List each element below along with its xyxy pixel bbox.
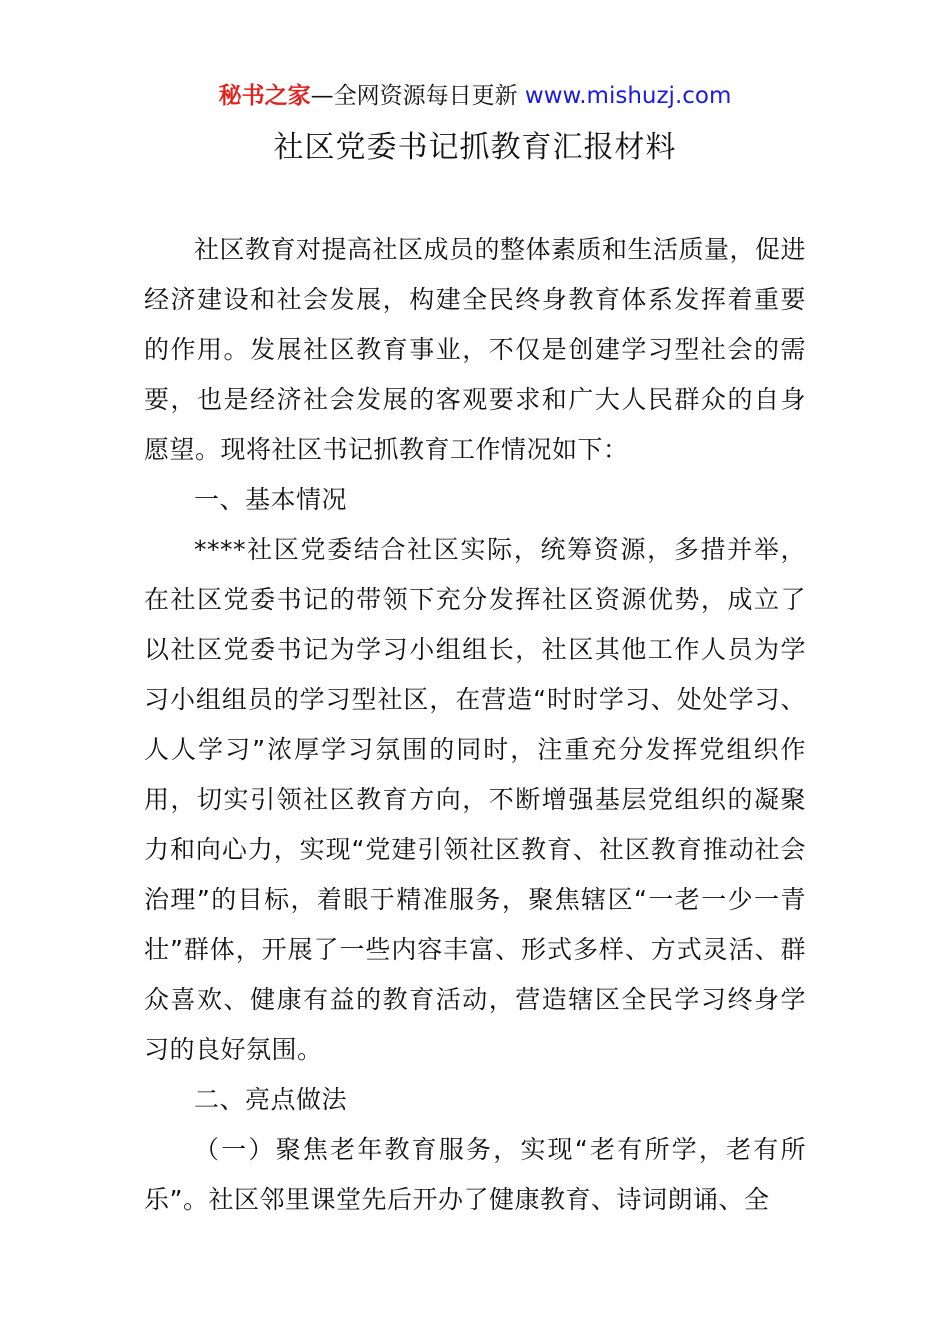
brand-name: 秘书之家	[218, 83, 311, 109]
document-body	[144, 225, 806, 1225]
paragraph-basic: ****社区党委结合社区实际，统筹资源，多措并举，在社区党委书记的带领下充分发挥社区资源优势，成立了以社区党委书记为学习小组组长，社区其他工作人员为学习小组组员的学习型社区，在营造“时时学习、处处学习、人人学习”浓厚学习氛围的同时，注重充分发挥党组织作用，切实引领社区教育方向，不断增强基层党组织的凝聚力和向心力，实现“党建引领社区教育、社区教育推动社会治理”的目标，着眼于精准服务，聚焦辖区“一老一少一青壮”群体，开展了一些内容丰富、形式多样、方式灵活、群众喜欢、健康有益的教育活动，营造辖区全民学习终身学习的良好氛围。	[144, 535, 806, 1064]
paragraph-highlights: （一）聚焦老年教育服务，实现“老有所学，老有所乐”。社区邻里课堂先后开办了健康教育、诗词朗诵、全	[144, 1135, 806, 1214]
site-header	[0, 80, 950, 112]
section-heading-basic: 一、基本情况	[194, 485, 348, 514]
site-url[interactable]: www.mishuzj.com	[524, 83, 732, 109]
document-title: 社区党委书记抓教育汇报材料	[273, 130, 677, 165]
section-heading-highlights: 二、亮点做法	[194, 1085, 348, 1114]
paragraph-intro: 社区教育对提高社区成员的整体素质和生活质量，促进经济建设和社会发展，构建全民终身教育体系发挥着重要的作用。发展社区教育事业，不仅是创建学习型社会的需要，也是经济社会发展的客观要求和广大人民群众的自身愿望。现将社区书记抓教育工作情况如下：	[144, 235, 807, 464]
header-tagline: —全网资源每日更新	[310, 83, 525, 109]
